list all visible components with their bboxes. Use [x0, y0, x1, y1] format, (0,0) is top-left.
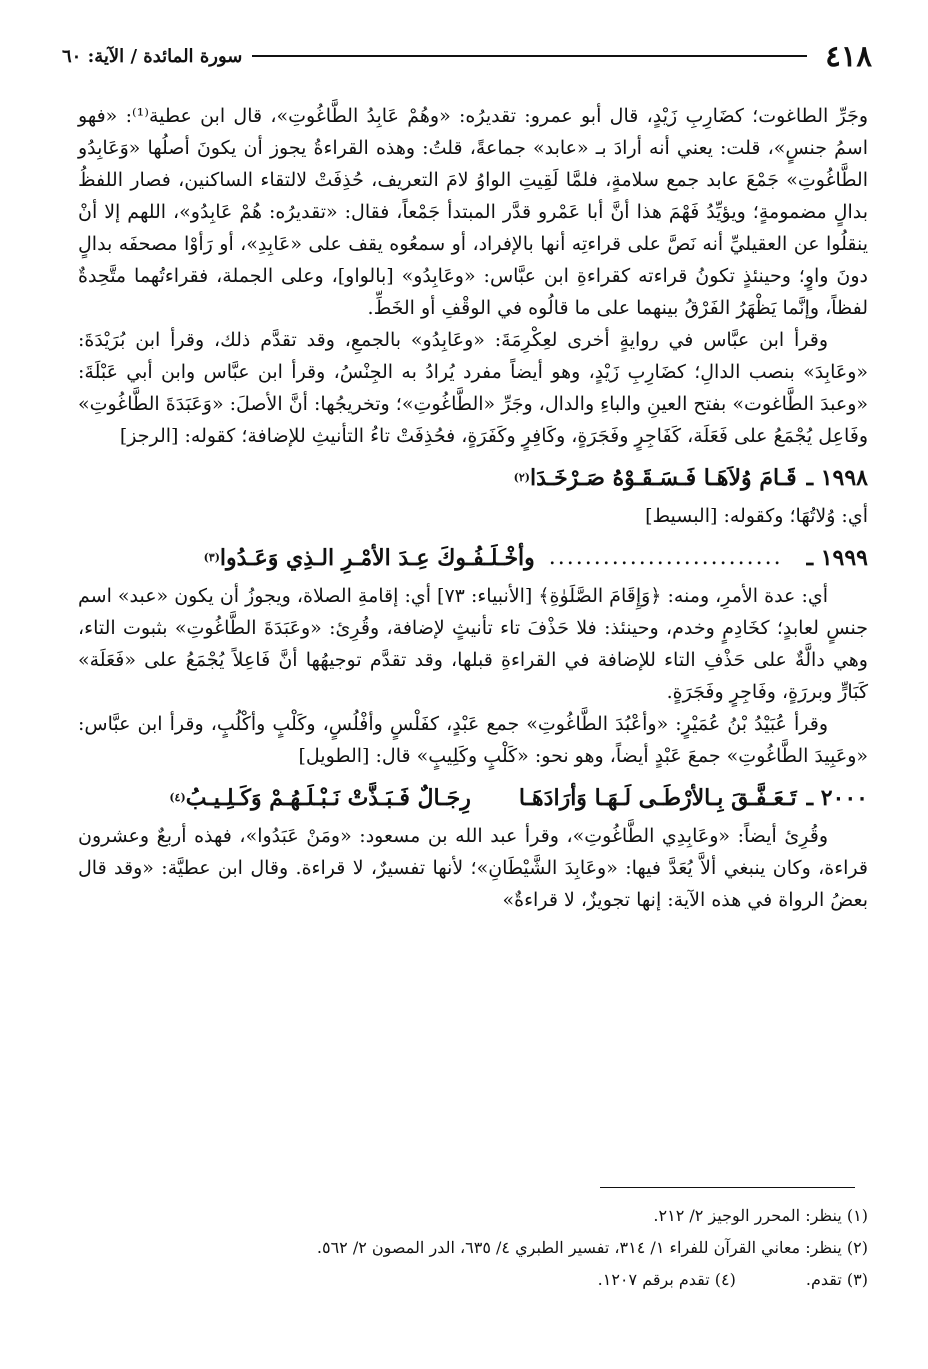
- footnote-marker-2: (٢): [513, 471, 530, 484]
- footnote-text: (٢) ينظر: معاني القرآن للفراء ١/ ٣١٤، تفسير الطبري ٤/ ٦٣٥، الدر المصون ٢/ ٥٦٢.: [316, 1238, 868, 1257]
- paragraph-5: وقرأ عُبَيْدُ بْنُ عُمَيْرٍ: «وأعْبُدَ الطَّاغُوتِ» جمع عَبْدٍ، كفَلْسٍ وأفْلُسٍ، وكَلْبٍ وأكْلُبٍ، وقرأ ابن عبَّاس: «وعَبِيدَ الطَّاغُوتِ» جمعَ عَبْدٍ أيضاً، وهو نحو: «كَلْبٍ وكَلِيبٍ» قال: [الطويل]: [78, 713, 868, 767]
- paragraph-2: وقرأ ابن عبَّاس في روايةٍ أخرى لعِكْرِمَةَ: «وعَابِدُو» بالجمعِ، وقد تقدَّم ذلك، وقرأ ابن بُرَيْدَةَ: «وعَابِدَ» بنصب الدالِ؛ كضَارِبِ زَيْدٍ، وهو أيضاً مفرد يُرادُ به الجِنْسُ، وقرأ ابن عبَّاس وابن أبي عَبْلَةَ: «وعبدَ الطَّاغوت» بفتح العينِ والباءِ والدال، وجَرِّ «الطَّاغُوتِ»؛ وتخريجُها: أنَّ الأصلَ: «وَعَبَدَةَ الطَّاغُوتِ» وفَاعِل يُجْمَعُ على فَعَلَة، كَفَاجِرٍ وفَجَرَةٍ، وكَافِرٍ وكَفَرَةٍ، فحُذِفَتْ تاءُ التأنيثِ للإضافة؛ كقوله: [الرجز]: [78, 329, 868, 447]
- verse-text: وأخْـلَـفُـوكَ عِـدَ الأمْـرِ الـذِي وَعَـدُوا: [219, 545, 535, 571]
- header-rule: [252, 55, 807, 57]
- footnote-3-text: (٣) تقدم.: [805, 1270, 868, 1289]
- verse-number: ٢٠٠٠ ـ: [806, 785, 868, 811]
- paragraph-6: وقُرِئ أيضاً: «وعَابِدِي الطَّاغُوتِ»، وقرأ عبد الله بن مسعود: «ومَنْ عَبَدُوا»، فهذه أربعٌ وعشرون قراءة، وكان ينبغي ألاَّ يُعَدَّ فيها: «وعَابِدَ الشَّيْطَانِ»؛ لأنها تفسيرٌ، لا قراءة. وقال ابن عطيَّة: «وقد قال بعضُ الرواة في هذه الآية: إنها تجويزٌ، لا قراءةٌ»: [78, 825, 868, 911]
- footnote-rule: [600, 1187, 855, 1188]
- footnote-2: [78, 1232, 868, 1264]
- paragraph-4: أي: عدة الأمرِ، ومنه: ﴿وَإِقَامَ الصَّلَوٰةِ﴾ [الأنبياء: ٧٣] أي: إقامةِ الصلاة، ويجوزُ أن يكون «عبد» اسم جنسٍ لعابدٍ؛ كخَادِمٍ وخدم، وحينئذ: فلا حَذْفَ تاء تأنيثٍ لإضافة، وقُرِئ: «وعَبَدَةَ الطَّاغُوتِ» بثبوت التاء، وهي دالَّةٌ على حَذْفِ التاء للإضافة في القراءةِ قبلها، وقد تقدَّم توجيهُها أنَّ فَاعِلاً يُجْمَعُ على «فَعَلَة» كَبَارٍّ وبررَةٍ، وفَاجِرٍ وفَجَرَةٍ.: [78, 585, 868, 703]
- verse-text: قَـامَ وُلاَهَـا فَـسَـقَـوْهُ صَـرْخَـدَا: [529, 465, 797, 491]
- verse-second-hemistich: رِجَـالٌ فَـبَـذَّتْ نَـبْـلَـهُـمْ وَكَـلِـيـبُ: [185, 785, 471, 811]
- verse-ellipsis: ..........................: [548, 545, 783, 570]
- footnotes: [78, 1200, 868, 1296]
- verse-2000: [78, 780, 868, 816]
- verse-number: ١٩٩٨ ـ: [806, 465, 868, 491]
- running-title: سورة المائدة / الآية: ٦٠: [62, 45, 243, 67]
- verse-number: ١٩٩٩ ـ: [806, 545, 868, 571]
- footnote-4-text: (٤) تقدم برقم ١٢٠٧.: [597, 1270, 736, 1289]
- verse-1998: [78, 460, 868, 496]
- footnote-marker-3: (٣): [203, 551, 220, 564]
- main-text: [78, 100, 868, 916]
- paragraph-3: أي: وُلاتُهَا؛ وكقوله: [البسيط]: [645, 505, 868, 527]
- page-header: [62, 38, 872, 74]
- verse-1999: [78, 540, 868, 576]
- footnote-3-4: [78, 1264, 868, 1296]
- footnote-1: [78, 1200, 868, 1232]
- footnote-text: (١) ينظر: المحرر الوجيز ٢/ ٢١٢.: [653, 1206, 868, 1225]
- verse-first-hemistich: تَـعَـفَّـقَ بِـالأرْطَـى لَـهَـا وَأرَادَهَـا: [518, 785, 797, 811]
- paragraph-1: وجَرِّ الطاغوت؛ كضَارِبِ زَيْدٍ، قال أبو عمرو: تقديرُه: «وهُمْ عَابِدُ الطَّاغُوتِ»، قال ابن عطية⁽¹⁾: «فهو اسمُ جنسٍ»، قلت: يعني أنه أرادَ بـ «عابد» جماعةً، قلتُ: وهذه القراءةُ يجوز أن يكونَ أصلُها «وَعَابِدُو الطَّاغُوتِ» جَمْعَ عابد جمع سلامةٍ، فلمَّا لَقِيتِ الواوُ لامَ التعريف، حُذِفَتْ لالتقاء الساكنين، فصار اللفظُ بدالٍ مضمومةٍ؛ ويؤيِّدُ فَهْمَ هذا أنَّ أبا عَمْرو قدَّر المبتدأ جَمْعاً، فقال: «تقديرُه: هُمْ عَابِدُو»، اللهم إلا أنْ ينقلُوا عن العقيليِّ أنه نَصَّ على قراءتِه أنها بالإفراد، أو سمعُوه يقف على «عَابِدِ»، أو رَأوْا مصحفَه بدالٍ دونَ واوٍ؛ وحينئذٍ تكونُ قراءته كقراءةِ ابن عبَّاس: «وعَابِدُو» [بالواو]، وعلى الجملة، فقراءتُهما متَّحِدةٌ لفظاً، وإنَّما يَظْهَرُ الفَرْقُ بينهما على ما قالُوه في الوقْفِ أو الخَطِّ.: [78, 105, 869, 319]
- footnote-marker-4: (٤): [169, 791, 186, 804]
- page-number: ٤١٨: [825, 39, 872, 73]
